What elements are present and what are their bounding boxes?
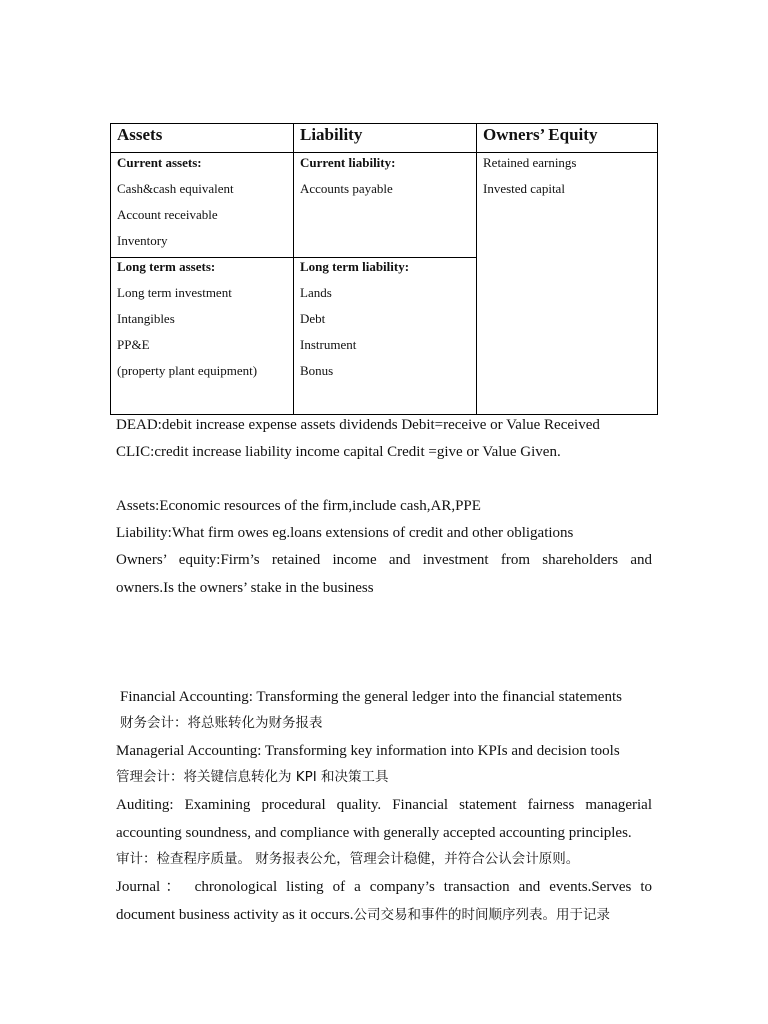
long-term-liability-cell	[300, 254, 409, 384]
list-item: (property plant equipment)	[117, 363, 258, 378]
list-item: Bonus	[300, 363, 334, 378]
equity-cell	[483, 150, 577, 202]
financial-accounting-en: Financial Accounting: Transforming the general ledger into the financial statements	[120, 689, 622, 705]
equity-definition-line2: owners.Is the owners’ stake in the business	[116, 580, 374, 596]
auditing-line1: Auditing: Examining procedural quality. Financial statement fairness managerial	[116, 797, 652, 813]
list-item: Account receivable	[117, 207, 218, 222]
header-owners-equity: Owners’ Equity	[483, 125, 598, 144]
financial-accounting-cn: 财务会计：将总账转化为财务报表	[120, 715, 323, 731]
balance-sheet-table	[110, 123, 658, 415]
table-divider	[293, 124, 294, 414]
list-item: Invested capital	[483, 181, 565, 196]
journal-line2-en: document business activity as it occurs.	[116, 907, 354, 923]
long-term-liability-label: Long term liability:	[300, 259, 410, 274]
header-assets: Assets	[117, 125, 163, 144]
list-item: PP&E	[117, 337, 150, 352]
equity-definition-line1: Owners’ equity:Firm’s retained income and investment from shareholders and	[116, 552, 652, 568]
long-term-assets-label: Long term assets:	[117, 259, 216, 274]
list-item: Debt	[300, 311, 326, 326]
journal-line2-cn: 公司交易和事件的时间顺序列表。用于记录	[353, 907, 610, 923]
list-item: Lands	[300, 285, 332, 300]
managerial-accounting-cn: 管理会计：将关键信息转化为 KPI 和决策工具	[116, 769, 389, 785]
current-assets-cell	[117, 150, 234, 254]
list-item: Long term investment	[117, 285, 232, 300]
long-term-assets-cell	[117, 254, 257, 384]
current-liability-cell	[300, 150, 395, 202]
list-item: Accounts payable	[300, 181, 393, 196]
auditing-line2: accounting soundness, and compliance with generally accepted accounting principles.	[116, 825, 632, 841]
managerial-accounting-en: Managerial Accounting: Transforming key information into KPIs and decision tools	[116, 743, 620, 759]
clic-rule: CLIC:credit increase liability income capital Credit =give or Value Given.	[116, 444, 561, 460]
list-item: Retained earnings	[483, 155, 577, 170]
header-liability: Liability	[300, 125, 363, 144]
journal-line2	[116, 905, 652, 925]
table-divider	[476, 124, 477, 414]
list-item: Intangibles	[117, 311, 175, 326]
dead-rule: DEAD:debit increase expense assets dividends Debit=receive or Value Received	[116, 417, 600, 433]
assets-definition: Assets:Economic resources of the firm,include cash,AR,PPE	[116, 498, 481, 514]
journal-line1: Journal： chronological listing of a company’s transaction and events.Serves to	[116, 879, 652, 895]
current-assets-label: Current assets:	[117, 155, 202, 170]
list-item: Cash&cash equivalent	[117, 181, 234, 196]
current-liability-label: Current liability:	[300, 155, 396, 170]
liability-definition: Liability:What firm owes eg.loans extensions of credit and other obligations	[116, 525, 574, 541]
list-item: Inventory	[117, 233, 168, 248]
list-item: Instrument	[300, 337, 357, 352]
auditing-cn: 审计：检查程序质量。 财务报表公允，管理会计稳健，并符合公认会计原则。	[116, 851, 580, 867]
